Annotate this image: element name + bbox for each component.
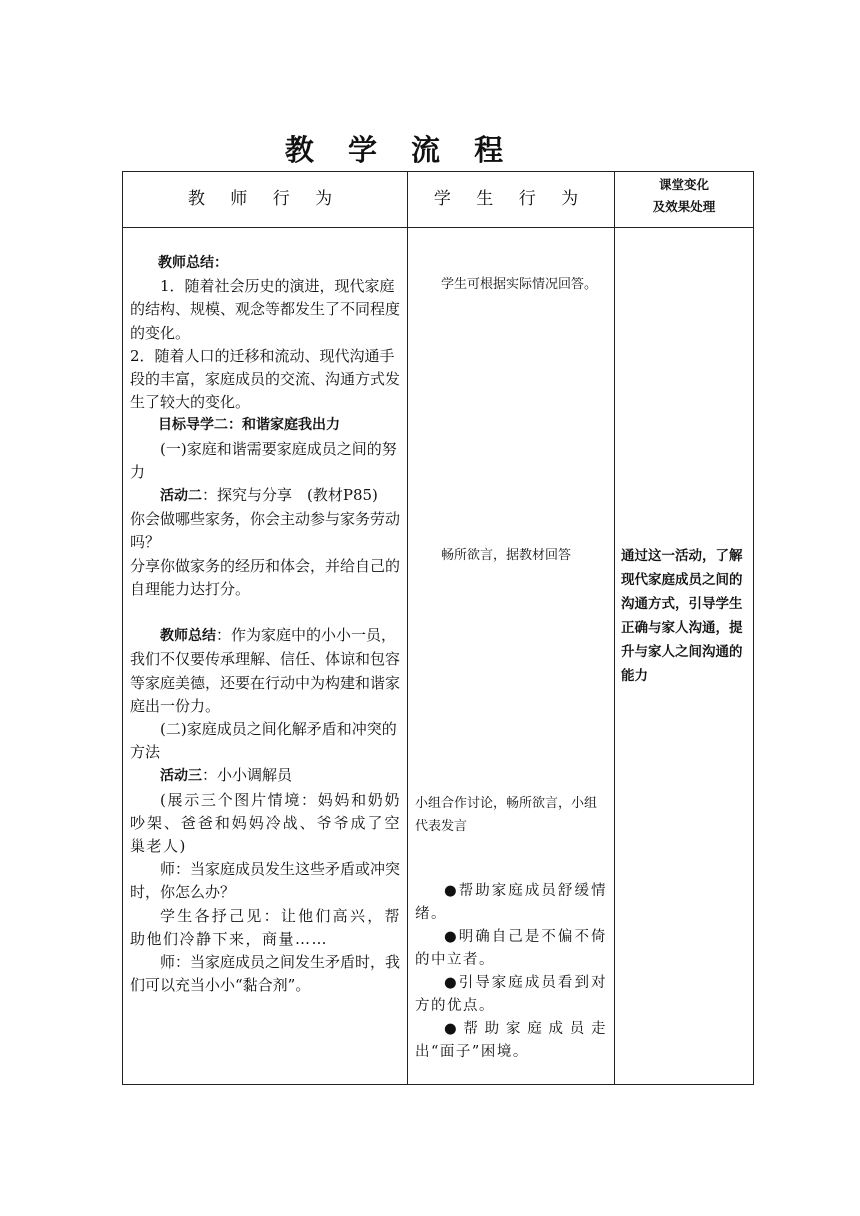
- teacher-summary-2: [130, 624, 401, 718]
- tip-4: ●帮助家庭成员走出“面子”困境。: [415, 1021, 607, 1060]
- column-divider-1: [407, 171, 408, 1085]
- summary-point-2: 2．随着人口的迁移和流动、现代沟通手段的丰富，家庭成员的交流、沟通方式发生了较大的变化。: [130, 346, 401, 412]
- activity-3-text: ：小小调解员: [202, 766, 293, 785]
- activity-2: [130, 484, 401, 508]
- header-divider: [122, 227, 754, 228]
- table-border-right: [753, 171, 754, 1085]
- student-answer-3-text: 小组合作讨论，畅所欲言，小组代表发言: [415, 796, 598, 834]
- header-student: 学 生 行 为: [433, 189, 589, 209]
- teacher-question: 师：当家庭成员发生这些矛盾或冲突时，你怎么办？: [130, 860, 401, 902]
- goal-heading-2: 目标导学二：和谐家庭我出力: [158, 417, 340, 434]
- student-answer-1-text: 学生可根据实际情况回答。: [441, 277, 598, 292]
- column-divider-2: [614, 171, 615, 1085]
- header-teacher: 教 师 行 为: [187, 189, 343, 209]
- tip-3: ●引导家庭成员看到对方的优点。: [415, 975, 607, 1014]
- activity-3-label: 活动三: [160, 768, 202, 785]
- mediation-tips: [415, 880, 607, 1064]
- tip-1: ●帮助家庭成员舒缓情绪。: [415, 883, 607, 922]
- activity-3: [130, 764, 401, 788]
- student-answer-1: [415, 273, 607, 296]
- section-heading-1: (一)家庭和谐需要家庭成员之间的努力: [130, 439, 397, 481]
- header-effect-line2: 及效果处理: [652, 199, 716, 214]
- teacher-summary-2-label: 教师总结: [160, 628, 216, 645]
- page-title: 教 学 流 程: [284, 133, 516, 167]
- table-border-left: [122, 171, 123, 1085]
- effect-note: 通过这一活动，了解现代家庭成员之间的沟通方式，引导学生正确与家人沟通，提升与家人之间沟通的能力: [621, 548, 743, 684]
- section-heading-2: (二)家庭成员之间化解矛盾和冲突的方法: [130, 720, 397, 762]
- student-answer-3: [415, 792, 607, 838]
- teacher-summary-label: 教师总结：: [158, 255, 228, 271]
- scenario-text: (展示三个图片情境：妈妈和奶奶吵架、爸爸和妈妈冷战、爷爷成了空巢老人): [130, 790, 401, 856]
- spacer: [130, 601, 401, 624]
- table-border-top: [122, 171, 754, 172]
- teacher-summary-2-text: ：作为家庭中的小小一员，我们不仅要传承理解、信任、体谅和包容等家庭美德，还要在行动中为构建和谐家庭出一份力。: [130, 626, 401, 715]
- student-answer-2-text: 畅所欲言，据教材回答: [441, 548, 572, 563]
- teacher-column: [130, 252, 401, 997]
- header-effect: [615, 174, 753, 218]
- tip-2: ●明确自己是不偏不倚的中立者。: [415, 929, 607, 968]
- table-border-bottom: [122, 1084, 754, 1085]
- activity-2-text: ：探究与分享 (教材P85): [202, 486, 378, 505]
- header-effect-line1: 课堂变化: [658, 177, 709, 192]
- students-views: 学生各抒己见：让他们高兴，帮助他们冷静下来，商量……: [130, 906, 401, 948]
- summary-point-1: 1．随着社会历史的演进，现代家庭的结构、规模、观念等都发生了不同程度的变化。: [130, 277, 401, 342]
- teacher-conclusion: 师：当家庭成员之间发生矛盾时，我们可以充当小小“黏合剂”。: [130, 953, 401, 995]
- activity-2-label: 活动二: [160, 488, 202, 505]
- question-1: 你会做哪些家务，你会主动参与家务劳动吗？: [130, 510, 401, 552]
- question-2: 分享你做家务的经历和体会，并给自己的自理能力达打分。: [130, 556, 401, 598]
- student-answer-2: [415, 544, 607, 567]
